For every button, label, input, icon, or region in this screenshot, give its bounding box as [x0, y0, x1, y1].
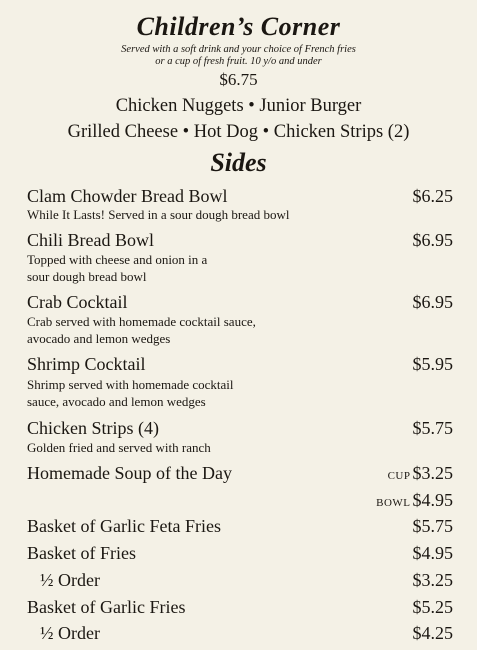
childrens-price: $6.75	[219, 70, 258, 89]
soup-cup-price	[388, 463, 453, 484]
side-item-name: Chicken Strips (4)	[27, 418, 159, 438]
side-item-price: $6.95	[412, 230, 453, 250]
childrens-items-line2: Grilled Cheese • Hot Dog • Chicken Strips (2)	[67, 122, 410, 142]
sides-title: Sides	[210, 148, 267, 177]
side-item-name: Clam Chowder Bread Bowl	[27, 186, 228, 206]
childrens-items-line1: Chicken Nuggets • Junior Burger	[115, 96, 362, 116]
childrens-corner-title: Children’s Corner	[136, 12, 341, 41]
side-item-name: ½ Order	[40, 570, 100, 590]
bowl-price: $4.95	[412, 490, 453, 510]
side-item-price: $5.75	[412, 516, 453, 536]
side-item-desc: Shrimp served with homemade cocktail	[27, 377, 234, 392]
side-item-desc: avocado and lemon wedges	[27, 331, 171, 346]
cup-price: $3.25	[412, 463, 453, 483]
side-item-name: Basket of Fries	[27, 543, 136, 563]
side-item-price: $5.25	[412, 597, 453, 617]
side-item-name: Chili Bread Bowl	[27, 230, 154, 250]
side-item-price: $4.25	[412, 623, 453, 643]
childrens-subtitle-line2: or a cup of fresh fruit. 10 y/o and under	[155, 56, 322, 67]
side-item-price: $6.95	[412, 292, 453, 312]
side-item-desc: Golden fried and served with ranch	[27, 440, 211, 455]
side-item-desc: sauce, avocado and lemon wedges	[27, 394, 206, 409]
childrens-subtitle-line1: Served with a soft drink and your choice of French fries	[121, 44, 356, 55]
side-item-name: Basket of Garlic Feta Fries	[27, 516, 221, 536]
side-item-price: $3.25	[412, 570, 453, 590]
side-item-name: Homemade Soup of the Day	[27, 463, 232, 483]
side-item-price: $5.75	[412, 418, 453, 438]
bowl-label: BOWL	[376, 497, 411, 509]
side-item-name: Crab Cocktail	[27, 292, 128, 312]
side-item-price: $5.95	[412, 354, 453, 374]
soup-bowl-price	[376, 490, 453, 511]
cup-label: CUP	[387, 470, 411, 482]
side-item-name: ½ Order	[40, 623, 100, 643]
side-item-desc: Crab served with homemade cocktail sauce,	[27, 314, 256, 329]
side-item-name: Basket of Garlic Fries	[27, 597, 186, 617]
side-item-desc: While It Lasts! Served in a sour dough bread bowl	[27, 207, 290, 222]
side-item-price: $6.25	[412, 186, 453, 206]
side-item-name: Shrimp Cocktail	[27, 354, 146, 374]
side-item-desc: Topped with cheese and onion in a	[27, 252, 208, 267]
side-item-desc: sour dough bread bowl	[27, 269, 147, 284]
side-item-price: $4.95	[412, 543, 453, 563]
